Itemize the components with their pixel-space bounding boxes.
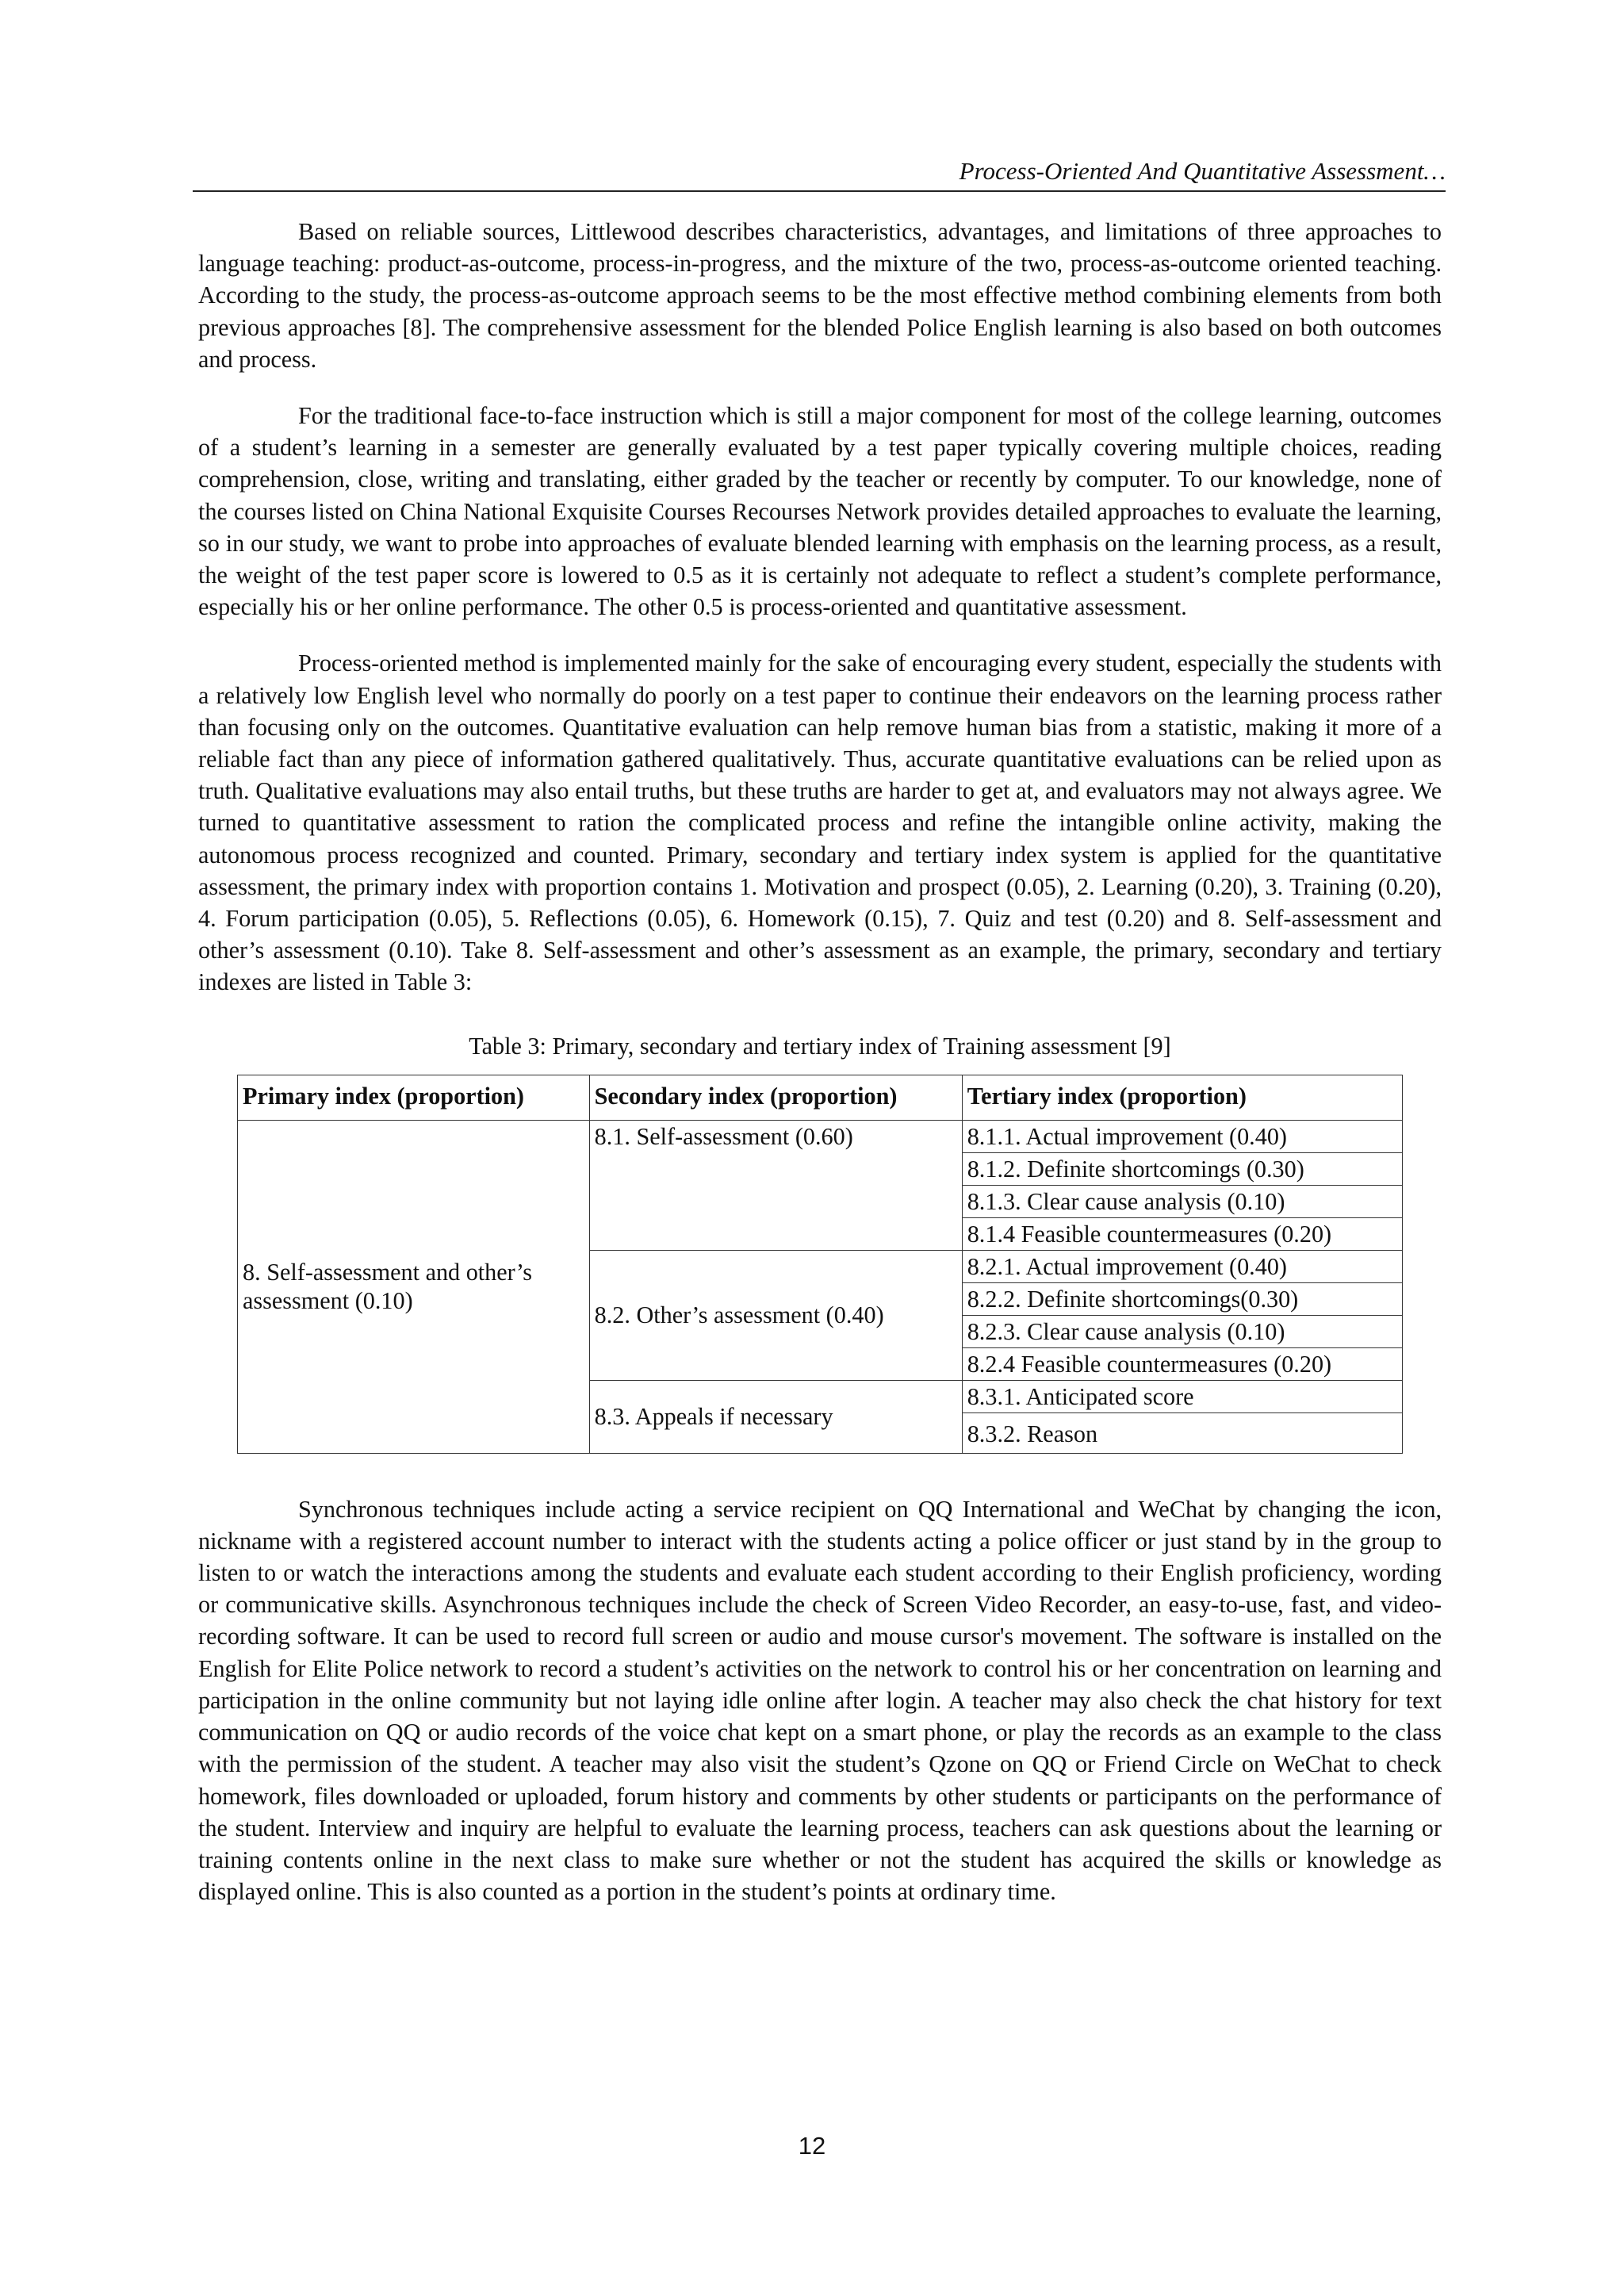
tertiary-index-cell: 8.2.2. Definite shortcomings(0.30) xyxy=(962,1282,1402,1315)
header-rule xyxy=(193,190,1446,192)
tertiary-index-cell: 8.1.2. Definite shortcomings (0.30) xyxy=(962,1152,1402,1185)
tertiary-index-cell: 8.3.1. Anticipated score xyxy=(962,1380,1402,1412)
running-header: Process-Oriented And Quantitative Assessment… xyxy=(959,157,1446,185)
page-number: 12 xyxy=(798,2132,826,2160)
table-row xyxy=(238,1120,1403,1152)
tertiary-index-cell: 8.1.1. Actual improvement (0.40) xyxy=(962,1120,1402,1152)
tertiary-index-cell: 8.2.3. Clear cause analysis (0.10) xyxy=(962,1315,1402,1347)
column-header-primary: Primary index (proportion) xyxy=(238,1075,590,1120)
secondary-index-cell: 8.3. Appeals if necessary xyxy=(589,1380,962,1453)
column-header-tertiary: Tertiary index (proportion) xyxy=(962,1075,1402,1120)
tertiary-index-cell: 8.2.4 Feasible countermeasures (0.20) xyxy=(962,1347,1402,1380)
secondary-index-cell: 8.2. Other’s assessment (0.40) xyxy=(589,1250,962,1380)
tertiary-index-cell: 8.2.1. Actual improvement (0.40) xyxy=(962,1250,1402,1282)
table-caption: Table 3: Primary, secondary and tertiary index of Training assessment [9] xyxy=(469,1032,1171,1060)
table-header-row xyxy=(238,1075,1403,1120)
secondary-index-cell: 8.1. Self-assessment (0.60) xyxy=(589,1120,962,1250)
tertiary-index-cell: 8.3.2. Reason xyxy=(962,1412,1402,1453)
paragraph-face-to-face: For the traditional face-to-face instruction which is still a major component for most of the college learning, outcomes of a student’s learning in a semester are generally evaluated by a test paper typically covering multiple choices, reading comprehension, close, writing and translating, either graded by the teacher or recently by computer. To our knowledge, none of the courses listed on China National Exquisite Courses Recourses Network provides detailed approaches to evaluate the learning, so in our study, we want to probe into approaches of evaluate blended learning with emphasis on the learning process, as a result, the weight of the test paper score is lowered to 0.5 as it is certainly not adequate to reflect a student’s complete performance, especially his or her online performance. The other 0.5 is process-oriented and quantitative assessment. xyxy=(198,402,1442,621)
column-header-secondary: Secondary index (proportion) xyxy=(589,1075,962,1120)
paragraph-process-oriented: Process-oriented method is implemented mainly for the sake of encouraging every student, especially the students with a relatively low English level who normally do poorly on a test paper to continue their endeavors on the learning process rather than focusing only on the outcomes. Quantitative evaluation can help remove human bias from a statistic, making it more of a reliable fact than any piece of information gathered qualitatively. Thus, accurate quantitative evaluations can be relied upon as truth. Qualitative evaluations may also entail truths, but these truths are harder to get at, and evaluators may not always agree. We turned to quantitative assessment to ration the complicated process and refine the intangible online activity, making the autonomous process recognized and counted. Primary, secondary and tertiary index system is applied for the quantitative assessment, the primary index with proportion contains 1. Motivation and prospect (0.05), 2. Learning (0.20), 3. Training (0.20), 4. Forum participation (0.05), 5. Reflections (0.05), 6. Homework (0.15), 7. Quiz and test (0.20) and 8. Self-assessment and other’s assessment (0.10). Take 8. Self-assessment and other’s assessment as an example, the primary, secondary and tertiary indexes are listed in Table 3: xyxy=(198,650,1442,996)
index-table xyxy=(237,1075,1403,1454)
paragraph-techniques: Synchronous techniques include acting a service recipient on QQ International and WeChat by changing the icon, nickname with a registered account number to interact with the students acting a police officer or just stand by in the group to listen to or watch the interactions among the students and evaluate each student according to their English proficiency, wording or communicative skills. Asynchronous techniques include the check of Screen Video Recorder, an easy-to-use, fast, and video-recording software. It can be used to record full screen or audio and mouse cursor's movement. The software is installed on the English for Elite Police network to record a student’s activities on the network to control his or her concentration on learning and participation in the online community but not laying idle online after login. A teacher may also check the chat history for text communication on QQ or audio records of the voice chat kept on a smart phone, or play the records as an example to the class with the permission of the student. A teacher may also visit the student’s Qzone on QQ or Friend Circle on WeChat to check homework, files downloaded or uploaded, forum history and comments by other students or participants on the performance of the student. Interview and inquiry are helpful to evaluate the learning process, teachers can ask questions about the learning or training contents online in the next class to make sure whether or not the student has acquired the skills or knowledge as displayed online. This is also counted as a portion in the student’s points at ordinary time. xyxy=(198,1495,1442,1906)
page-body xyxy=(198,216,1442,1932)
tertiary-index-cell: 8.1.3. Clear cause analysis (0.10) xyxy=(962,1185,1402,1217)
paragraph-approaches: Based on reliable sources, Littlewood describes characteristics, advantages, and limitations of three approaches to language teaching: product-as-outcome, process-in-progress, and the mixture of the two, process-as-outcome oriented teaching. According to the study, the process-as-outcome approach seems to be the most effective method combining elements from both previous approaches [8]. The comprehensive assessment for the blended Police English learning is also based on both outcomes and process. xyxy=(198,218,1442,373)
tertiary-index-cell: 8.1.4 Feasible countermeasures (0.20) xyxy=(962,1217,1402,1250)
primary-index-cell: 8. Self-assessment and other’s assessment (0.10) xyxy=(238,1120,590,1453)
